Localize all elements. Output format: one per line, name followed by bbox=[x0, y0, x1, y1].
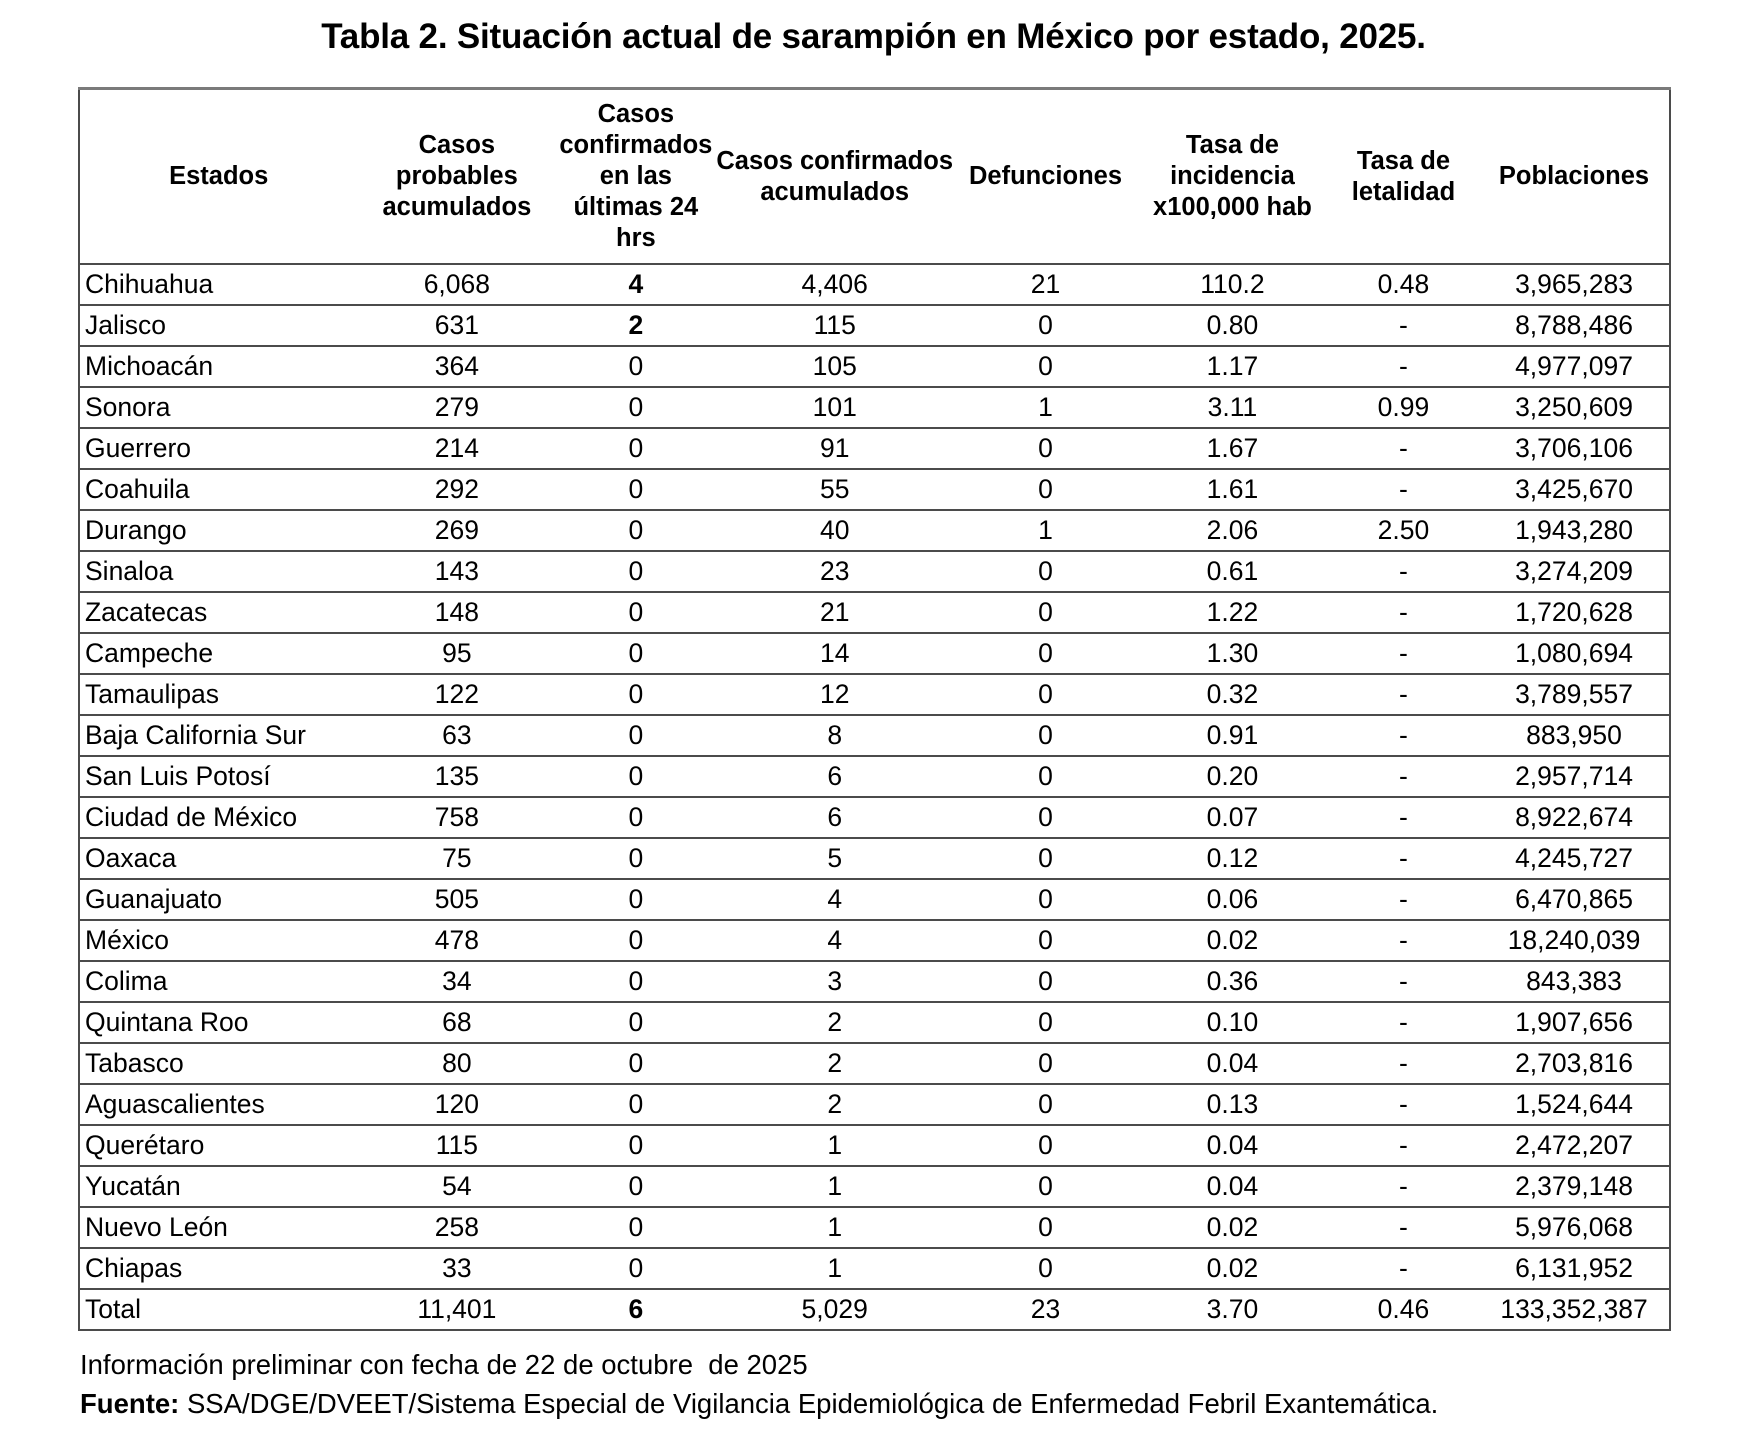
cell-tasa-letalidad: - bbox=[1328, 551, 1479, 592]
cell-estados: Sinaloa bbox=[79, 551, 357, 592]
cell-casos-confirmados-24hrs: 2 bbox=[556, 305, 715, 346]
cell-tasa-letalidad: - bbox=[1328, 1207, 1479, 1248]
cell-poblaciones: 3,706,106 bbox=[1479, 428, 1670, 469]
cell-estados: Jalisco bbox=[79, 305, 357, 346]
table-row bbox=[79, 592, 1670, 633]
cell-tasa-incidencia: 0.12 bbox=[1137, 838, 1328, 879]
cell-tasa-letalidad: - bbox=[1328, 838, 1479, 879]
cell-poblaciones: 6,470,865 bbox=[1479, 879, 1670, 920]
cell-casos-confirmados-24hrs: 0 bbox=[556, 387, 715, 428]
cell-casos-confirmados-acumulados: 8 bbox=[715, 715, 954, 756]
cell-casos-confirmados-24hrs: 0 bbox=[556, 961, 715, 1002]
cell-poblaciones: 3,250,609 bbox=[1479, 387, 1670, 428]
cell-casos-confirmados-acumulados: 91 bbox=[715, 428, 954, 469]
cell-poblaciones: 1,720,628 bbox=[1479, 592, 1670, 633]
measles-by-state-table bbox=[78, 87, 1671, 1331]
cell-defunciones: 1 bbox=[954, 510, 1137, 551]
cell-casos-probables-acumulados: 505 bbox=[357, 879, 556, 920]
cell-estados: Chihuahua bbox=[79, 264, 357, 305]
cell-defunciones: 23 bbox=[954, 1289, 1137, 1330]
cell-defunciones: 0 bbox=[954, 961, 1137, 1002]
cell-estados: Coahuila bbox=[79, 469, 357, 510]
cell-defunciones: 1 bbox=[954, 387, 1137, 428]
cell-casos-confirmados-acumulados: 55 bbox=[715, 469, 954, 510]
cell-tasa-letalidad: - bbox=[1328, 756, 1479, 797]
cell-casos-confirmados-acumulados: 2 bbox=[715, 1002, 954, 1043]
cell-tasa-letalidad: - bbox=[1328, 346, 1479, 387]
cell-tasa-letalidad: 0.46 bbox=[1328, 1289, 1479, 1330]
column-header-casos-confirmados-24hrs: Casos confirmados en las últimas 24 hrs bbox=[559, 100, 713, 252]
cell-casos-probables-acumulados: 279 bbox=[357, 387, 556, 428]
cell-casos-probables-acumulados: 478 bbox=[357, 920, 556, 961]
footer-note-text: Información preliminar con fecha de 22 de octubre de 2025 bbox=[80, 1349, 808, 1380]
table-row bbox=[79, 1207, 1670, 1248]
cell-tasa-incidencia: 110.2 bbox=[1137, 264, 1328, 305]
total-row bbox=[79, 1289, 1670, 1330]
cell-poblaciones: 8,788,486 bbox=[1479, 305, 1670, 346]
cell-tasa-incidencia: 3.70 bbox=[1137, 1289, 1328, 1330]
cell-casos-probables-acumulados: 6,068 bbox=[357, 264, 556, 305]
cell-estados: Quintana Roo bbox=[79, 1002, 357, 1043]
cell-casos-probables-acumulados: 143 bbox=[357, 551, 556, 592]
cell-tasa-incidencia: 0.10 bbox=[1137, 1002, 1328, 1043]
cell-tasa-letalidad: - bbox=[1328, 879, 1479, 920]
cell-tasa-incidencia: 0.32 bbox=[1137, 674, 1328, 715]
cell-poblaciones: 3,965,283 bbox=[1479, 264, 1670, 305]
table-row bbox=[79, 756, 1670, 797]
cell-defunciones: 0 bbox=[954, 1207, 1137, 1248]
cell-tasa-letalidad: 0.48 bbox=[1328, 264, 1479, 305]
table-row bbox=[79, 1002, 1670, 1043]
column-header-casos-probables-acumulados: Casos probables acumulados bbox=[382, 131, 532, 221]
cell-casos-probables-acumulados: 758 bbox=[357, 797, 556, 838]
cell-poblaciones: 1,943,280 bbox=[1479, 510, 1670, 551]
cell-casos-probables-acumulados: 364 bbox=[357, 346, 556, 387]
column-header-estados: Estados bbox=[169, 162, 269, 190]
cell-tasa-letalidad: - bbox=[1328, 1125, 1479, 1166]
cell-estados: Campeche bbox=[79, 633, 357, 674]
cell-casos-confirmados-acumulados: 4 bbox=[715, 920, 954, 961]
cell-tasa-incidencia: 1.67 bbox=[1137, 428, 1328, 469]
cell-defunciones: 0 bbox=[954, 633, 1137, 674]
cell-estados: Baja California Sur bbox=[79, 715, 357, 756]
cell-casos-confirmados-acumulados: 4,406 bbox=[715, 264, 954, 305]
cell-casos-confirmados-acumulados: 1 bbox=[715, 1166, 954, 1207]
cell-poblaciones: 18,240,039 bbox=[1479, 920, 1670, 961]
cell-poblaciones: 883,950 bbox=[1479, 715, 1670, 756]
table-body bbox=[79, 264, 1670, 1330]
cell-casos-probables-acumulados: 122 bbox=[357, 674, 556, 715]
cell-casos-probables-acumulados: 54 bbox=[357, 1166, 556, 1207]
cell-casos-confirmados-24hrs: 0 bbox=[556, 469, 715, 510]
cell-casos-confirmados-acumulados: 1 bbox=[715, 1125, 954, 1166]
cell-tasa-incidencia: 0.13 bbox=[1137, 1084, 1328, 1125]
cell-tasa-letalidad: - bbox=[1328, 305, 1479, 346]
table-row bbox=[79, 1084, 1670, 1125]
cell-tasa-incidencia: 0.04 bbox=[1137, 1166, 1328, 1207]
cell-casos-confirmados-24hrs: 0 bbox=[556, 1084, 715, 1125]
cell-casos-confirmados-24hrs: 0 bbox=[556, 879, 715, 920]
cell-estados: Total bbox=[79, 1289, 357, 1330]
cell-casos-confirmados-acumulados: 115 bbox=[715, 305, 954, 346]
cell-casos-probables-acumulados: 68 bbox=[357, 1002, 556, 1043]
cell-tasa-incidencia: 1.30 bbox=[1137, 633, 1328, 674]
cell-defunciones: 0 bbox=[954, 346, 1137, 387]
cell-casos-confirmados-24hrs: 0 bbox=[556, 428, 715, 469]
cell-tasa-letalidad: - bbox=[1328, 469, 1479, 510]
cell-estados: Chiapas bbox=[79, 1248, 357, 1289]
cell-tasa-letalidad: 2.50 bbox=[1328, 510, 1479, 551]
table-row bbox=[79, 633, 1670, 674]
cell-casos-confirmados-acumulados: 1 bbox=[715, 1248, 954, 1289]
table-row bbox=[79, 469, 1670, 510]
footer-source-label: Fuente: bbox=[80, 1388, 180, 1419]
cell-estados: Yucatán bbox=[79, 1166, 357, 1207]
cell-casos-confirmados-acumulados: 23 bbox=[715, 551, 954, 592]
column-header-tasa-letalidad: Tasa de letalidad bbox=[1351, 146, 1456, 206]
cell-defunciones: 0 bbox=[954, 920, 1137, 961]
cell-casos-confirmados-24hrs: 0 bbox=[556, 551, 715, 592]
cell-defunciones: 0 bbox=[954, 592, 1137, 633]
cell-poblaciones: 2,379,148 bbox=[1479, 1166, 1670, 1207]
column-header-tasa-incidencia: Tasa de incidencia x100,000 hab bbox=[1153, 131, 1312, 221]
cell-tasa-incidencia: 0.02 bbox=[1137, 920, 1328, 961]
cell-casos-confirmados-acumulados: 105 bbox=[715, 346, 954, 387]
table-row bbox=[79, 428, 1670, 469]
cell-estados: Tamaulipas bbox=[79, 674, 357, 715]
cell-defunciones: 0 bbox=[954, 1125, 1137, 1166]
cell-poblaciones: 5,976,068 bbox=[1479, 1207, 1670, 1248]
cell-tasa-letalidad: - bbox=[1328, 674, 1479, 715]
cell-poblaciones: 1,524,644 bbox=[1479, 1084, 1670, 1125]
cell-defunciones: 21 bbox=[954, 264, 1137, 305]
cell-casos-confirmados-acumulados: 101 bbox=[715, 387, 954, 428]
column-header-poblaciones: Poblaciones bbox=[1498, 162, 1650, 190]
cell-tasa-letalidad: - bbox=[1328, 961, 1479, 1002]
cell-casos-confirmados-24hrs: 6 bbox=[556, 1289, 715, 1330]
table-row bbox=[79, 1248, 1670, 1289]
cell-casos-probables-acumulados: 148 bbox=[357, 592, 556, 633]
table-row bbox=[79, 510, 1670, 551]
cell-casos-confirmados-acumulados: 2 bbox=[715, 1043, 954, 1084]
cell-casos-confirmados-24hrs: 0 bbox=[556, 920, 715, 961]
table-row bbox=[79, 1043, 1670, 1084]
cell-tasa-incidencia: 1.17 bbox=[1137, 346, 1328, 387]
cell-tasa-incidencia: 0.91 bbox=[1137, 715, 1328, 756]
cell-casos-probables-acumulados: 11,401 bbox=[357, 1289, 556, 1330]
cell-casos-probables-acumulados: 292 bbox=[357, 469, 556, 510]
header-row bbox=[79, 89, 1670, 265]
cell-casos-confirmados-24hrs: 0 bbox=[556, 756, 715, 797]
cell-casos-probables-acumulados: 34 bbox=[357, 961, 556, 1002]
cell-casos-confirmados-acumulados: 1 bbox=[715, 1207, 954, 1248]
table-row bbox=[79, 264, 1670, 305]
column-header-casos-confirmados-acumulados: Casos confirmados acumulados bbox=[716, 146, 954, 206]
cell-casos-confirmados-24hrs: 0 bbox=[556, 1125, 715, 1166]
cell-tasa-letalidad: - bbox=[1328, 1043, 1479, 1084]
cell-estados: Nuevo León bbox=[79, 1207, 357, 1248]
cell-defunciones: 0 bbox=[954, 1166, 1137, 1207]
cell-tasa-incidencia: 0.04 bbox=[1137, 1125, 1328, 1166]
table-row bbox=[79, 1125, 1670, 1166]
cell-casos-confirmados-acumulados: 40 bbox=[715, 510, 954, 551]
cell-casos-confirmados-24hrs: 0 bbox=[556, 715, 715, 756]
cell-estados: Durango bbox=[79, 510, 357, 551]
cell-estados: Guerrero bbox=[79, 428, 357, 469]
cell-casos-confirmados-24hrs: 0 bbox=[556, 1002, 715, 1043]
cell-poblaciones: 6,131,952 bbox=[1479, 1248, 1670, 1289]
table-row bbox=[79, 879, 1670, 920]
footer-source bbox=[80, 1384, 1707, 1423]
footer bbox=[80, 1345, 1707, 1423]
cell-tasa-letalidad: - bbox=[1328, 797, 1479, 838]
table-container bbox=[78, 87, 1671, 1331]
cell-poblaciones: 2,957,714 bbox=[1479, 756, 1670, 797]
cell-casos-confirmados-24hrs: 0 bbox=[556, 510, 715, 551]
cell-tasa-letalidad: - bbox=[1328, 1084, 1479, 1125]
table-row bbox=[79, 797, 1670, 838]
cell-tasa-incidencia: 0.02 bbox=[1137, 1207, 1328, 1248]
cell-casos-confirmados-24hrs: 0 bbox=[556, 797, 715, 838]
table-header bbox=[79, 89, 1670, 265]
cell-casos-confirmados-acumulados: 5 bbox=[715, 838, 954, 879]
footer-note bbox=[80, 1345, 1707, 1384]
cell-poblaciones: 2,472,207 bbox=[1479, 1125, 1670, 1166]
cell-tasa-letalidad: - bbox=[1328, 428, 1479, 469]
cell-estados: Oaxaca bbox=[79, 838, 357, 879]
table-row bbox=[79, 346, 1670, 387]
table-row bbox=[79, 387, 1670, 428]
cell-casos-probables-acumulados: 33 bbox=[357, 1248, 556, 1289]
cell-poblaciones: 2,703,816 bbox=[1479, 1043, 1670, 1084]
cell-tasa-letalidad: 0.99 bbox=[1328, 387, 1479, 428]
table-row bbox=[79, 1166, 1670, 1207]
cell-poblaciones: 3,425,670 bbox=[1479, 469, 1670, 510]
cell-casos-probables-acumulados: 95 bbox=[357, 633, 556, 674]
column-header-defunciones: Defunciones bbox=[968, 162, 1123, 190]
cell-defunciones: 0 bbox=[954, 1002, 1137, 1043]
cell-casos-confirmados-24hrs: 0 bbox=[556, 1166, 715, 1207]
cell-casos-confirmados-24hrs: 0 bbox=[556, 1207, 715, 1248]
cell-casos-confirmados-24hrs: 0 bbox=[556, 838, 715, 879]
cell-tasa-letalidad: - bbox=[1328, 633, 1479, 674]
cell-poblaciones: 3,789,557 bbox=[1479, 674, 1670, 715]
cell-casos-probables-acumulados: 120 bbox=[357, 1084, 556, 1125]
table-row bbox=[79, 838, 1670, 879]
cell-estados: San Luis Potosí bbox=[79, 756, 357, 797]
cell-estados: Aguascalientes bbox=[79, 1084, 357, 1125]
cell-estados: Ciudad de México bbox=[79, 797, 357, 838]
cell-estados: Sonora bbox=[79, 387, 357, 428]
cell-casos-probables-acumulados: 80 bbox=[357, 1043, 556, 1084]
cell-tasa-incidencia: 0.06 bbox=[1137, 879, 1328, 920]
cell-tasa-letalidad: - bbox=[1328, 1248, 1479, 1289]
cell-poblaciones: 1,907,656 bbox=[1479, 1002, 1670, 1043]
cell-tasa-letalidad: - bbox=[1328, 592, 1479, 633]
cell-tasa-incidencia: 0.61 bbox=[1137, 551, 1328, 592]
cell-defunciones: 0 bbox=[954, 551, 1137, 592]
cell-tasa-incidencia: 2.06 bbox=[1137, 510, 1328, 551]
table-row bbox=[79, 305, 1670, 346]
cell-defunciones: 0 bbox=[954, 797, 1137, 838]
cell-defunciones: 0 bbox=[954, 838, 1137, 879]
cell-tasa-incidencia: 0.04 bbox=[1137, 1043, 1328, 1084]
cell-estados: México bbox=[79, 920, 357, 961]
cell-defunciones: 0 bbox=[954, 756, 1137, 797]
cell-tasa-incidencia: 3.11 bbox=[1137, 387, 1328, 428]
table-row bbox=[79, 551, 1670, 592]
table-row bbox=[79, 674, 1670, 715]
cell-casos-confirmados-acumulados: 3 bbox=[715, 961, 954, 1002]
cell-poblaciones: 133,352,387 bbox=[1479, 1289, 1670, 1330]
cell-casos-probables-acumulados: 631 bbox=[357, 305, 556, 346]
cell-tasa-letalidad: - bbox=[1328, 1002, 1479, 1043]
cell-casos-confirmados-24hrs: 4 bbox=[556, 264, 715, 305]
cell-poblaciones: 4,245,727 bbox=[1479, 838, 1670, 879]
cell-estados: Guanajuato bbox=[79, 879, 357, 920]
footer-source-text: SSA/DGE/DVEET/Sistema Especial de Vigilancia Epidemiológica de Enfermedad Febril Exantemática. bbox=[179, 1388, 1439, 1419]
cell-tasa-incidencia: 0.36 bbox=[1137, 961, 1328, 1002]
cell-casos-confirmados-acumulados: 14 bbox=[715, 633, 954, 674]
cell-casos-probables-acumulados: 63 bbox=[357, 715, 556, 756]
cell-casos-confirmados-acumulados: 6 bbox=[715, 756, 954, 797]
cell-defunciones: 0 bbox=[954, 1043, 1137, 1084]
cell-defunciones: 0 bbox=[954, 305, 1137, 346]
cell-tasa-letalidad: - bbox=[1328, 1166, 1479, 1207]
cell-casos-confirmados-24hrs: 0 bbox=[556, 1043, 715, 1084]
cell-defunciones: 0 bbox=[954, 715, 1137, 756]
cell-casos-confirmados-24hrs: 0 bbox=[556, 1248, 715, 1289]
cell-poblaciones: 4,977,097 bbox=[1479, 346, 1670, 387]
cell-defunciones: 0 bbox=[954, 1248, 1137, 1289]
cell-tasa-letalidad: - bbox=[1328, 920, 1479, 961]
cell-casos-confirmados-acumulados: 21 bbox=[715, 592, 954, 633]
cell-defunciones: 0 bbox=[954, 674, 1137, 715]
cell-tasa-incidencia: 0.07 bbox=[1137, 797, 1328, 838]
cell-casos-confirmados-24hrs: 0 bbox=[556, 592, 715, 633]
cell-poblaciones: 1,080,694 bbox=[1479, 633, 1670, 674]
cell-casos-confirmados-24hrs: 0 bbox=[556, 674, 715, 715]
cell-casos-confirmados-24hrs: 0 bbox=[556, 346, 715, 387]
cell-poblaciones: 843,383 bbox=[1479, 961, 1670, 1002]
table-row bbox=[79, 961, 1670, 1002]
cell-casos-probables-acumulados: 214 bbox=[357, 428, 556, 469]
cell-casos-probables-acumulados: 115 bbox=[357, 1125, 556, 1166]
cell-defunciones: 0 bbox=[954, 1084, 1137, 1125]
cell-estados: Colima bbox=[79, 961, 357, 1002]
cell-poblaciones: 8,922,674 bbox=[1479, 797, 1670, 838]
table-row bbox=[79, 715, 1670, 756]
cell-poblaciones: 3,274,209 bbox=[1479, 551, 1670, 592]
cell-defunciones: 0 bbox=[954, 469, 1137, 510]
cell-tasa-incidencia: 0.02 bbox=[1137, 1248, 1328, 1289]
cell-casos-probables-acumulados: 269 bbox=[357, 510, 556, 551]
cell-casos-confirmados-acumulados: 2 bbox=[715, 1084, 954, 1125]
cell-casos-confirmados-acumulados: 6 bbox=[715, 797, 954, 838]
cell-estados: Zacatecas bbox=[79, 592, 357, 633]
cell-casos-probables-acumulados: 75 bbox=[357, 838, 556, 879]
cell-tasa-incidencia: 0.20 bbox=[1137, 756, 1328, 797]
cell-casos-probables-acumulados: 258 bbox=[357, 1207, 556, 1248]
cell-casos-confirmados-acumulados: 5,029 bbox=[715, 1289, 954, 1330]
table-row bbox=[79, 920, 1670, 961]
cell-tasa-incidencia: 0.80 bbox=[1137, 305, 1328, 346]
cell-casos-probables-acumulados: 135 bbox=[357, 756, 556, 797]
cell-tasa-incidencia: 1.61 bbox=[1137, 469, 1328, 510]
cell-casos-confirmados-acumulados: 4 bbox=[715, 879, 954, 920]
cell-estados: Michoacán bbox=[79, 346, 357, 387]
cell-defunciones: 0 bbox=[954, 879, 1137, 920]
page-title: Tabla 2. Situación actual de sarampión en México por estado, 2025. bbox=[321, 17, 1426, 56]
cell-estados: Querétaro bbox=[79, 1125, 357, 1166]
cell-defunciones: 0 bbox=[954, 428, 1137, 469]
cell-estados: Tabasco bbox=[79, 1043, 357, 1084]
cell-casos-confirmados-24hrs: 0 bbox=[556, 633, 715, 674]
cell-tasa-letalidad: - bbox=[1328, 715, 1479, 756]
cell-casos-confirmados-acumulados: 12 bbox=[715, 674, 954, 715]
cell-tasa-incidencia: 1.22 bbox=[1137, 592, 1328, 633]
